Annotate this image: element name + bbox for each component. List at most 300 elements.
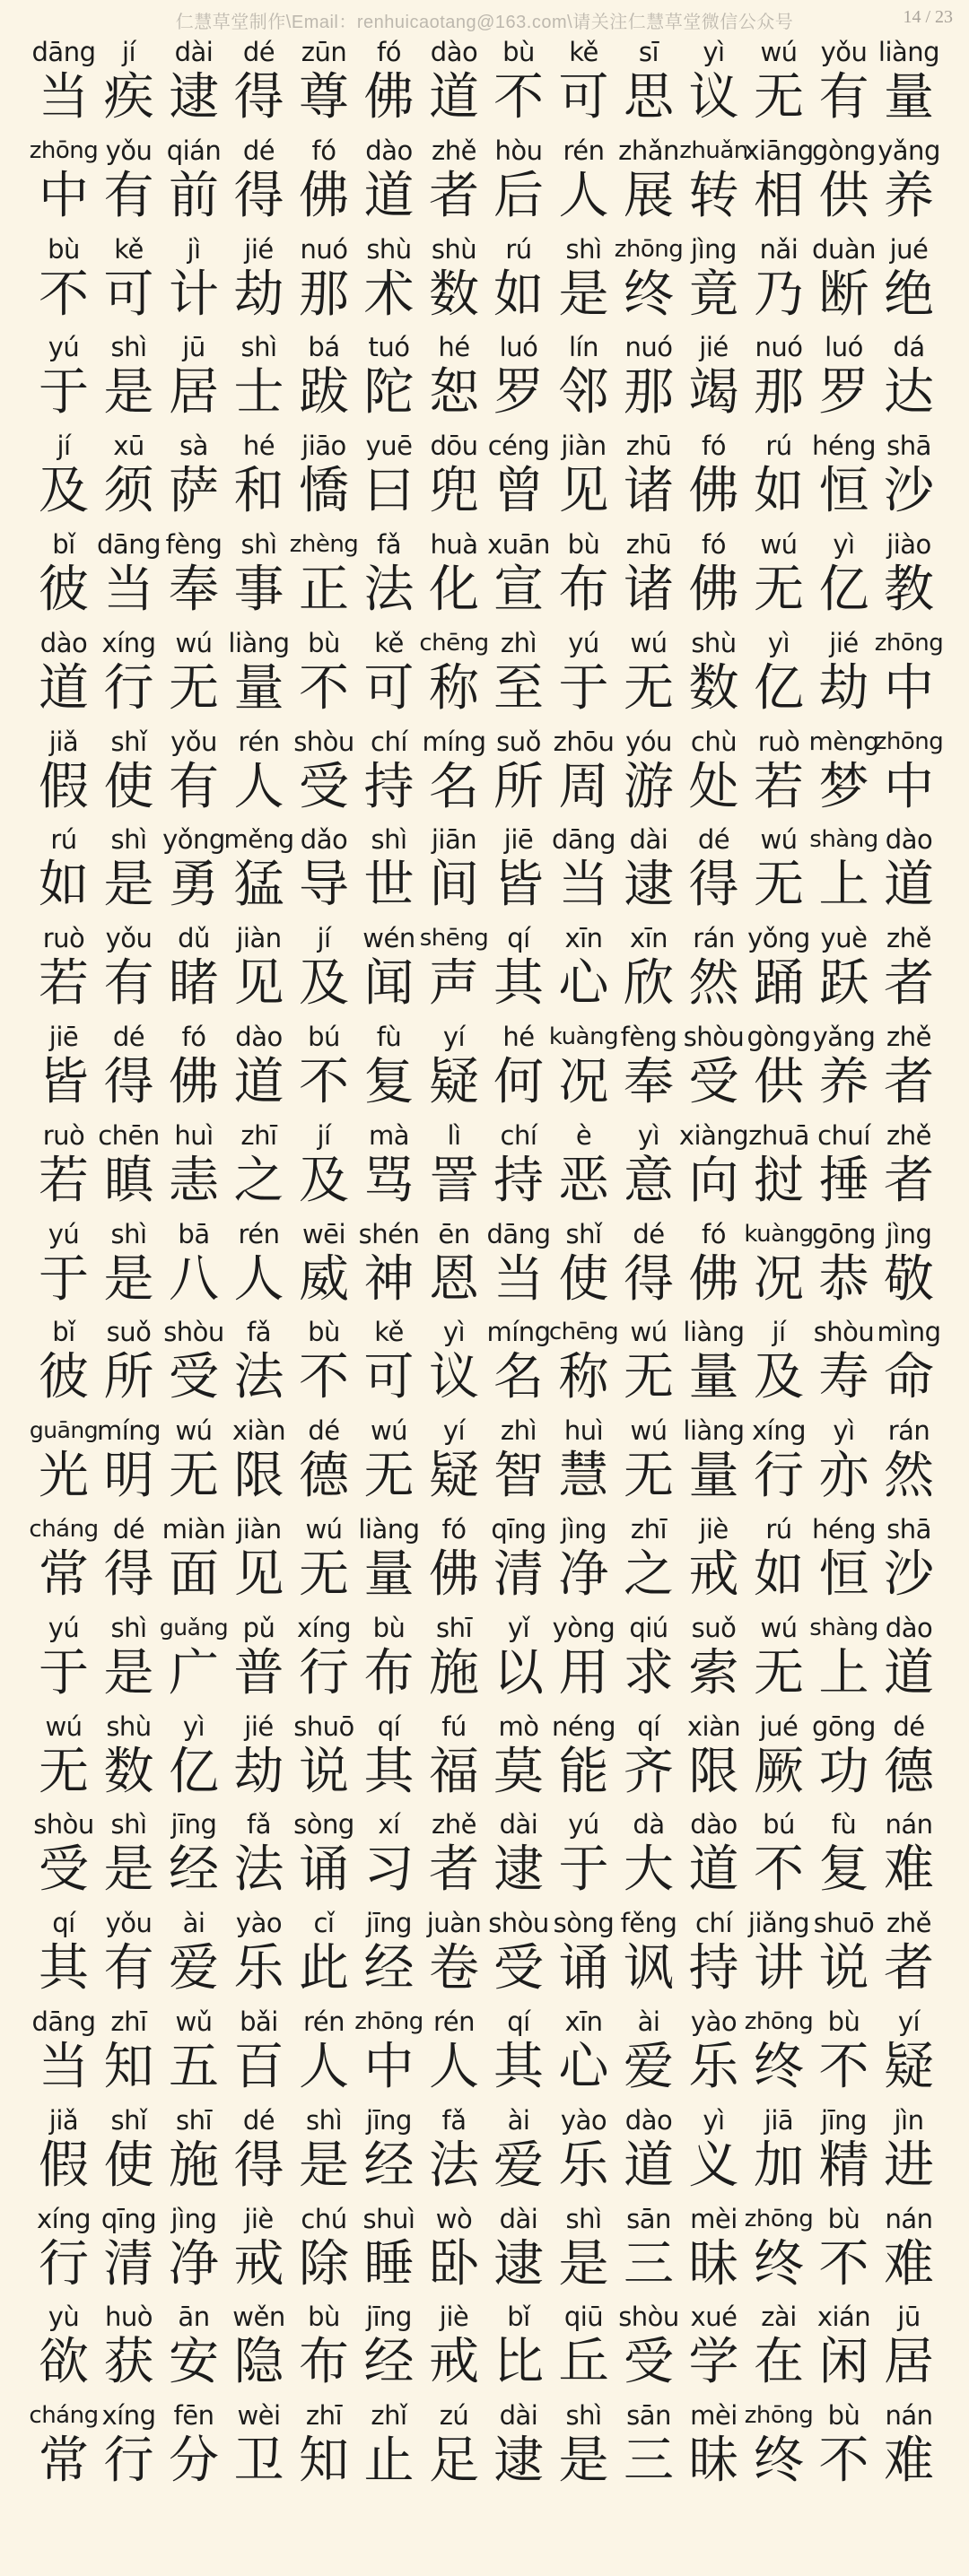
- hanzi: 恕: [429, 363, 479, 422]
- character-cell: [617, 625, 680, 724]
- pinyin: chú: [301, 2203, 347, 2234]
- pinyin: qīng: [100, 2203, 157, 2234]
- hanzi: 法: [363, 560, 415, 619]
- pinyin: jiē: [48, 1021, 79, 1052]
- pinyin: dé: [112, 1021, 145, 1052]
- character-cell: [292, 920, 355, 1019]
- character-cell: [813, 2004, 876, 2102]
- character-cell: [358, 1709, 421, 1807]
- pinyin: lín: [569, 332, 598, 363]
- pinyin: dào: [690, 1809, 738, 1841]
- character-cell: [617, 2004, 680, 2102]
- hanzi: 法: [429, 2136, 479, 2195]
- pinyin: jū: [897, 2302, 921, 2333]
- character-cell: [228, 920, 291, 1019]
- pinyin: bù: [308, 627, 340, 658]
- character-cell: [358, 1019, 421, 1118]
- hanzi: 分: [169, 2432, 219, 2491]
- pinyin: sà: [179, 431, 208, 462]
- verse-phrase-right: [487, 1511, 940, 1610]
- character-cell: [553, 724, 615, 822]
- pinyin: luó: [499, 332, 538, 363]
- pinyin: shì: [565, 2400, 602, 2432]
- hanzi: 若: [39, 1151, 89, 1210]
- character-cell: [423, 1806, 485, 1905]
- character-cell: [813, 329, 876, 428]
- pinyin: dài: [629, 824, 668, 856]
- pinyin: dāng: [552, 824, 615, 856]
- hanzi: 卷: [429, 1939, 479, 1998]
- character-cell: [358, 625, 421, 724]
- hanzi: 猛: [233, 856, 284, 915]
- hanzi: 至: [493, 658, 544, 718]
- character-cell: [358, 329, 421, 428]
- hanzi: 如: [493, 265, 544, 324]
- pinyin: dài: [499, 1809, 538, 1841]
- hanzi: 复: [363, 1052, 415, 1111]
- pinyin: héng: [812, 1513, 877, 1545]
- pinyin: wén: [362, 923, 415, 954]
- hanzi: 齐: [624, 1742, 674, 1801]
- pinyin: bú: [763, 1809, 795, 1841]
- character-cell: [354, 2004, 423, 2102]
- pinyin: ruò: [42, 923, 85, 954]
- hanzi: 罗: [818, 363, 869, 422]
- pinyin: dé: [633, 1218, 665, 1249]
- character-cell: [487, 1216, 550, 1315]
- hanzi: 持: [688, 1939, 739, 1998]
- hanzi: 邻: [558, 363, 609, 422]
- verse-phrase-right: [487, 2004, 940, 2102]
- pinyin: jiàn: [561, 431, 607, 462]
- character-cell: [98, 231, 161, 330]
- pinyin: sī: [638, 37, 659, 67]
- hanzi: 那: [754, 363, 804, 422]
- character-cell: [553, 625, 615, 724]
- pinyin: wǔ: [175, 2006, 213, 2037]
- character-cell: [553, 1413, 615, 1511]
- pinyin: shī: [175, 2104, 213, 2136]
- hanzi: 名: [429, 757, 479, 816]
- character-cell: [32, 1314, 95, 1413]
- character-cell: [292, 2398, 355, 2496]
- pinyin: xíng: [751, 1415, 806, 1447]
- pinyin: yú: [48, 332, 80, 363]
- pinyin: cǐ: [313, 1908, 335, 1939]
- hanzi: 终: [624, 265, 674, 324]
- pinyin: fó: [702, 431, 726, 462]
- character-cell: [292, 428, 355, 527]
- hanzi: 见: [233, 1545, 284, 1604]
- pinyin: zhě: [432, 135, 476, 166]
- verse-row: [0, 822, 969, 920]
- character-cell: [228, 1610, 291, 1709]
- hanzi: 佛: [169, 1052, 219, 1111]
- pinyin: wěn: [232, 2302, 285, 2333]
- pinyin: nán: [885, 2203, 933, 2234]
- hanzi: 寿: [818, 1348, 869, 1407]
- hanzi: 及: [754, 1348, 804, 1407]
- character-cell: [162, 1216, 225, 1315]
- character-cell: [553, 34, 615, 133]
- hanzi: 在: [754, 2333, 804, 2392]
- pinyin: yì: [182, 1710, 205, 1742]
- hanzi: 不: [39, 265, 89, 324]
- pinyin: shì: [240, 332, 277, 363]
- verse-phrase-left: [32, 2201, 485, 2300]
- hanzi: 劫: [233, 1742, 284, 1801]
- hanzi: 进: [884, 2136, 934, 2195]
- pinyin: dāng: [486, 1218, 551, 1249]
- hanzi: 恶: [558, 1151, 609, 1210]
- character-cell: [877, 822, 940, 920]
- hanzi: 施: [169, 2136, 219, 2195]
- hanzi: 其: [363, 1742, 415, 1801]
- pinyin: zú: [439, 2400, 469, 2432]
- pinyin: zhě: [886, 1021, 931, 1052]
- hanzi: 经: [169, 1841, 219, 1900]
- hanzi: 常: [39, 2432, 89, 2491]
- hanzi: 莫: [493, 1742, 544, 1801]
- character-cell: [553, 2201, 615, 2300]
- character-cell: [292, 1216, 355, 1315]
- character-cell: [32, 1118, 95, 1216]
- character-cell: [683, 625, 746, 724]
- pinyin: céng: [487, 431, 550, 462]
- hanzi: 之: [233, 1151, 284, 1210]
- verse-row: [0, 625, 969, 724]
- character-cell: [809, 822, 878, 920]
- pinyin: zhǐ: [371, 2400, 407, 2432]
- hanzi: 无: [754, 1643, 804, 1702]
- pinyin: zhě: [886, 923, 931, 954]
- character-cell: [98, 1314, 161, 1413]
- hanzi: 义: [688, 2136, 739, 2195]
- character-cell: [813, 1905, 876, 2004]
- hanzi: 行: [299, 1643, 349, 1702]
- character-cell: [228, 1905, 291, 2004]
- pinyin: bù: [567, 528, 600, 560]
- hanzi: 跋: [299, 363, 349, 422]
- verse-phrase-right: [487, 724, 944, 822]
- character-cell: [877, 527, 940, 625]
- character-cell: [98, 133, 161, 231]
- hanzi: 戒: [233, 2234, 284, 2293]
- pinyin: rén: [238, 1218, 280, 1249]
- pinyin: xiàn: [231, 1415, 286, 1447]
- pinyin: fó: [702, 528, 726, 560]
- pinyin: fēn: [173, 2400, 214, 2432]
- pinyin: chēng: [419, 629, 489, 657]
- pinyin: è: [575, 1119, 592, 1151]
- pinyin: sòng: [553, 1908, 615, 1939]
- hanzi: 得: [624, 1249, 674, 1309]
- pinyin: dà: [633, 1809, 665, 1841]
- hanzi: 供: [818, 166, 869, 225]
- hanzi: 学: [688, 2333, 739, 2392]
- character-cell: [98, 329, 161, 428]
- hanzi: 三: [624, 2432, 674, 2491]
- character-cell: [32, 724, 95, 822]
- verse-phrase-right: [487, 1610, 940, 1709]
- pinyin: nán: [885, 1809, 933, 1841]
- pinyin: xíng: [296, 1612, 351, 1643]
- character-cell: [747, 329, 810, 428]
- pinyin: jiè: [699, 1513, 729, 1545]
- character-cell: [358, 822, 421, 920]
- verse-row: [0, 133, 969, 231]
- pinyin: shòu: [33, 1809, 94, 1841]
- character-cell: [32, 625, 95, 724]
- verse-phrase-right: [487, 2299, 940, 2398]
- pinyin: rú: [505, 233, 532, 265]
- character-cell: [32, 231, 95, 330]
- hanzi: 受: [169, 1348, 219, 1407]
- hanzi: 无: [624, 1348, 674, 1407]
- pinyin: zhě: [886, 1119, 931, 1151]
- character-cell: [487, 2299, 550, 2398]
- hanzi: 道: [624, 2136, 674, 2195]
- character-cell: [162, 2004, 225, 2102]
- character-cell: [162, 2102, 225, 2201]
- verse-phrase-left: [32, 1216, 485, 1315]
- character-cell: [487, 1314, 550, 1413]
- verse-row: [0, 2102, 969, 2201]
- pinyin: dé: [308, 1415, 340, 1447]
- verse-phrase-left: [32, 1709, 485, 1807]
- character-cell: [877, 1216, 940, 1315]
- hanzi: 梦: [818, 757, 869, 816]
- character-cell: [617, 1413, 680, 1511]
- pinyin: fǎ: [247, 1317, 271, 1348]
- pinyin: jué: [889, 233, 929, 265]
- character-cell: [553, 527, 615, 625]
- character-cell: [98, 527, 161, 625]
- character-cell: [423, 1019, 485, 1118]
- character-cell: [877, 34, 940, 133]
- character-cell: [32, 1806, 95, 1905]
- hanzi: 法: [233, 1841, 284, 1900]
- verse-row: [0, 1118, 969, 1216]
- character-cell: [487, 329, 550, 428]
- hanzi: 净: [169, 2234, 219, 2293]
- hanzi: 是: [558, 2234, 609, 2293]
- character-cell: [553, 329, 615, 428]
- verse-phrase-left: [32, 34, 485, 133]
- pinyin: zhōng: [744, 2205, 814, 2232]
- hanzi: 知: [299, 2432, 349, 2491]
- hanzi: 供: [754, 1052, 804, 1111]
- character-cell: [32, 329, 95, 428]
- pinyin: wú: [760, 824, 798, 856]
- pinyin: miàn: [162, 1513, 226, 1545]
- pinyin: fèng: [165, 528, 223, 560]
- hanzi: 求: [624, 1643, 674, 1702]
- character-cell: [617, 2102, 680, 2201]
- pinyin: jìng: [170, 2203, 217, 2234]
- pinyin: jìn: [894, 2104, 924, 2136]
- character-cell: [747, 34, 810, 133]
- hanzi: 行: [754, 1447, 804, 1506]
- hanzi: 清: [103, 2234, 154, 2293]
- character-cell: [358, 527, 421, 625]
- character-cell: [487, 2201, 550, 2300]
- character-cell: [487, 1709, 550, 1807]
- hanzi: 当: [558, 856, 609, 915]
- pinyin: xiāng: [744, 135, 814, 166]
- character-cell: [813, 1709, 876, 1807]
- character-cell: [162, 1905, 225, 2004]
- pinyin: qí: [637, 1710, 660, 1742]
- character-cell: [617, 1216, 680, 1315]
- hanzi: 计: [169, 265, 219, 324]
- hanzi: 命: [884, 1348, 934, 1407]
- pinyin: yì: [767, 627, 790, 658]
- character-cell: [744, 2201, 814, 2300]
- character-cell: [553, 1511, 615, 1610]
- character-cell: [423, 2102, 485, 2201]
- pinyin: dé: [893, 1710, 925, 1742]
- pinyin: zhū: [625, 528, 672, 560]
- hanzi: 不: [299, 658, 349, 718]
- pinyin: dǔ: [178, 923, 210, 954]
- pinyin: shòu: [293, 726, 354, 757]
- hanzi: 知: [103, 2037, 154, 2096]
- verse-row: [0, 2299, 969, 2398]
- pinyin: shì: [110, 1218, 147, 1249]
- pinyin: wú: [175, 627, 213, 658]
- pinyin: huì: [174, 1119, 214, 1151]
- pinyin: shù: [691, 627, 737, 658]
- verse-phrase-right: [487, 133, 940, 231]
- hanzi: 恭: [818, 1249, 869, 1309]
- pinyin: fù: [376, 1021, 402, 1052]
- pinyin: míng: [422, 726, 486, 757]
- hanzi: 无: [754, 560, 804, 619]
- character-cell: [162, 822, 225, 920]
- verse-phrase-right: [487, 1905, 940, 2004]
- hanzi: 罗: [493, 363, 544, 422]
- hanzi: 皆: [493, 856, 544, 915]
- hanzi: 爱: [169, 1939, 219, 1998]
- verse-row: [0, 34, 969, 133]
- character-cell: [553, 1610, 615, 1709]
- verse-row: [0, 2201, 969, 2300]
- pinyin: chí: [695, 1908, 732, 1939]
- hanzi: 获: [103, 2333, 154, 2392]
- character-cell: [228, 34, 291, 133]
- hanzi: 德: [299, 1447, 349, 1506]
- pinyin: kuàng: [744, 1220, 814, 1248]
- character-cell: [423, 133, 485, 231]
- pinyin: jìng: [886, 1218, 932, 1249]
- hanzi: 骂: [363, 1151, 415, 1210]
- pinyin: yì: [637, 1119, 660, 1151]
- character-cell: [228, 329, 291, 428]
- verse-phrase-right: [487, 329, 940, 428]
- verse-phrase-right: [487, 231, 940, 330]
- character-cell: [423, 34, 485, 133]
- pinyin: yǒng: [162, 824, 225, 856]
- character-cell: [617, 1118, 680, 1216]
- character-cell: [877, 329, 940, 428]
- pinyin: chēn: [98, 1119, 160, 1151]
- pinyin: yì: [703, 2104, 725, 2136]
- character-cell: [747, 527, 810, 625]
- hanzi: 亦: [818, 1447, 869, 1506]
- character-cell: [487, 2004, 550, 2102]
- character-cell: [358, 34, 421, 133]
- character-cell: [98, 1511, 161, 1610]
- hanzi: 诵: [299, 1841, 349, 1900]
- pinyin: yú: [568, 1809, 599, 1841]
- pinyin: zhōu: [553, 726, 615, 757]
- hanzi: 于: [39, 363, 89, 422]
- character-cell: [292, 2102, 355, 2201]
- pinyin: xīn: [564, 923, 603, 954]
- character-cell: [32, 1610, 95, 1709]
- hanzi: 德: [884, 1742, 934, 1801]
- pinyin: yǒu: [105, 135, 153, 166]
- hanzi: 丘: [558, 2333, 609, 2392]
- hanzi: 持: [363, 757, 415, 816]
- verse-phrase-right: [487, 428, 940, 527]
- pinyin: yào: [235, 1908, 283, 1939]
- pinyin: bǐ: [52, 1317, 75, 1348]
- hanzi: 当: [493, 1249, 544, 1309]
- hanzi: 限: [688, 1742, 739, 1801]
- hanzi: 三: [624, 2234, 674, 2293]
- character-cell: [98, 1709, 161, 1807]
- hanzi: 说: [818, 1939, 869, 1998]
- hanzi: 有: [818, 68, 869, 126]
- hanzi: 瞋: [103, 1151, 154, 1210]
- hanzi: 疾: [103, 68, 154, 126]
- pinyin: jí: [57, 431, 71, 462]
- pinyin: wú: [630, 1317, 668, 1348]
- character-cell: [292, 1413, 355, 1511]
- hanzi: 不: [818, 2432, 869, 2491]
- hanzi: 中: [884, 658, 934, 718]
- hanzi: 敬: [884, 1249, 934, 1309]
- pinyin: huà: [430, 528, 478, 560]
- pinyin: dāng: [31, 2006, 96, 2037]
- character-cell: [744, 133, 814, 231]
- hanzi: 术: [363, 265, 415, 324]
- pinyin: cháng: [29, 2402, 99, 2430]
- character-cell: [487, 724, 550, 822]
- character-cell: [162, 1314, 225, 1413]
- character-cell: [813, 1511, 876, 1610]
- pinyin: ài: [637, 2006, 660, 2037]
- verse-phrase-left: [29, 133, 485, 231]
- pinyin: jīng: [366, 2302, 412, 2333]
- pinyin: jiā: [764, 2104, 794, 2136]
- hanzi: 有: [103, 1939, 154, 1998]
- pinyin: zhě: [886, 1908, 931, 1939]
- hanzi: 人: [233, 1249, 284, 1309]
- hanzi: 可: [103, 265, 154, 324]
- pinyin: qí: [377, 1710, 401, 1742]
- pinyin: yí: [442, 1415, 466, 1447]
- hanzi: 况: [558, 1052, 609, 1111]
- pinyin: bù: [827, 2006, 860, 2037]
- character-cell: [32, 1216, 95, 1315]
- character-cell: [223, 822, 294, 920]
- pinyin: wú: [305, 1513, 343, 1545]
- hanzi: 劫: [818, 658, 869, 718]
- character-cell: [358, 231, 421, 330]
